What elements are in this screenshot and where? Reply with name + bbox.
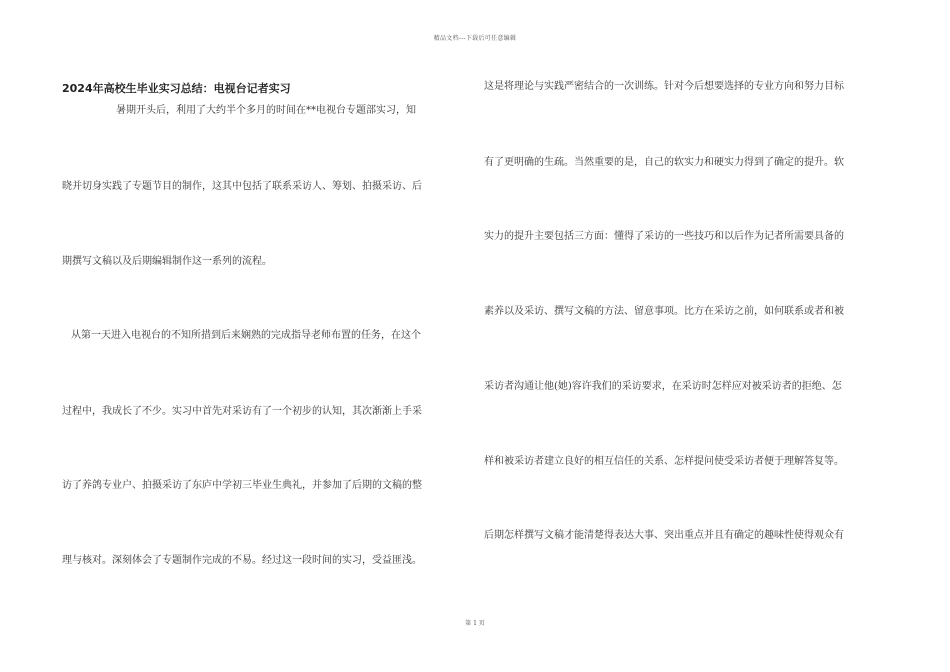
- paragraph-line: 晓并切身实践了专题节目的制作，这其中包括了联系采访人、筹划、拍摄采访、后: [62, 181, 422, 192]
- paragraph-line: 实力的提升主要包括三方面：懂得了采访的一些技巧和以后作为记者所需要具备的: [484, 231, 844, 242]
- document-title: 2024年高校生毕业实习总结：电视台记者实习: [62, 82, 291, 95]
- paragraph-line: 采访者沟通让他(她)容许我们的采访要求，在采访时怎样应对被采访者的拒绝、怎: [484, 381, 842, 392]
- paragraph-line: 从第一天进入电视台的不知所措到后来娴熟的完成指导老师布置的任务，在这个: [71, 330, 421, 341]
- paragraph-line: 理与核对。深刻体会了专题制作完成的不易。经过这一段时间的实习，受益匪浅。: [62, 555, 422, 566]
- page-header: 精品文档---下载后可任意编辑: [433, 35, 517, 42]
- paragraph-line: 过程中，我成长了不少。实习中首先对采访有了一个初步的认知，其次渐渐上手采: [62, 406, 422, 417]
- paragraph-line: 有了更明确的生疏。当然重要的是，自己的软实力和硬实力得到了确定的提升。软: [484, 157, 844, 168]
- paragraph-line: 后期怎样撰写文稿才能清楚得表达大事、突出重点并且有确定的趣味性使得观众有: [484, 530, 844, 541]
- paragraph-line: 暑期开头后，利用了大约半个多月的时间在**电视台专题部实习，知: [116, 105, 416, 116]
- paragraph-line: 这是将理论与实践严密结合的一次训练。针对今后想要选择的专业方向和努力目标: [484, 81, 844, 92]
- paragraph-line: 期撰写文稿以及后期编辑制作这一系列的流程。: [62, 256, 272, 267]
- paragraph-line: 样和被采访者建立良好的相互信任的关系、怎样提问使受采访者便于理解答复等。: [484, 456, 844, 467]
- paragraph-line: 访了养鸽专业户、拍摄采访了东庐中学初三毕业生典礼，并参加了后期的文稿的整: [62, 480, 422, 491]
- paragraph-line: 素养以及采访、撰写文稿的方法、留意事项。比方在采访之前，如何联系或者和被: [484, 306, 844, 317]
- page-number: 第 1 页: [465, 620, 485, 627]
